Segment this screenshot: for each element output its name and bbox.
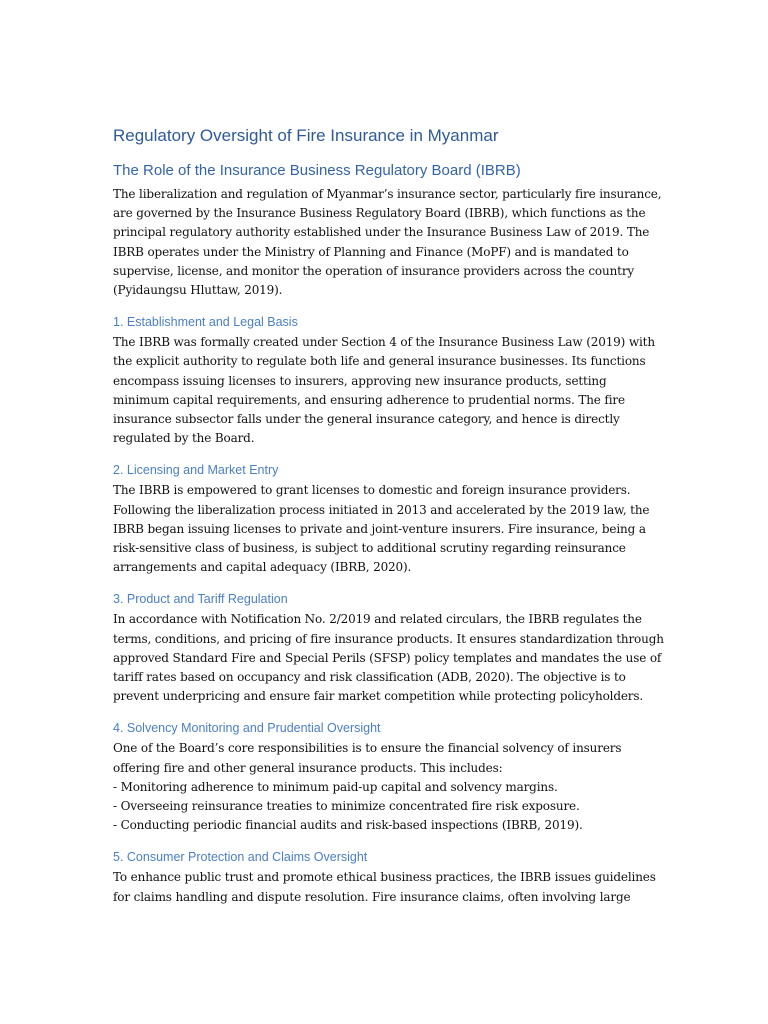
paragraph-line: offering fire and other general insurance products. This includes: xyxy=(113,760,503,775)
bullet-line: - Conducting periodic financial audits and risk-based inspections (IBRB, 2019). xyxy=(113,818,583,833)
paragraph-line: Following the liberalization process initiated in 2013 and accelerated by the 2019 law, the xyxy=(113,502,650,517)
paragraph-line: terms, conditions, and pricing of fire insurance products. It ensures standardization through xyxy=(113,631,664,646)
paragraph-line: minimum capital requirements, and ensuring adherence to prudential norms. The fire xyxy=(113,392,625,407)
paragraph-line: for claims handling and dispute resolution. Fire insurance claims, often involving large xyxy=(113,889,631,904)
paragraph-line: regulated by the Board. xyxy=(113,431,255,446)
subsection-heading-establishment: 1. Establishment and Legal Basis xyxy=(113,315,298,330)
paragraph-line: principal regulatory authority established under the Insurance Business Law of 2019. The xyxy=(113,225,650,240)
subsection-heading-consumer-protection: 5. Consumer Protection and Claims Oversight xyxy=(113,850,368,865)
paragraph-line: arrangements and capital adequacy (IBRB, 2020). xyxy=(113,560,412,575)
bullet-line: - Overseeing reinsurance treaties to minimize concentrated fire risk exposure. xyxy=(113,799,580,814)
subsection-paragraph-product-tariff xyxy=(113,610,664,706)
intro-paragraph xyxy=(113,185,662,300)
paragraph-line: risk-sensitive class of business, is subject to additional scrutiny regarding reinsurance xyxy=(113,541,626,556)
paragraph-line: approved Standard Fire and Special Perils (SFSP) policy templates and mandates the use of xyxy=(113,650,662,665)
subsection-paragraph-solvency xyxy=(113,739,658,835)
paragraph-line: supervise, license, and monitor the operation of insurance providers across the country xyxy=(113,263,635,278)
paragraph-line: prevent underpricing and ensure fair market competition while protecting policyholders. xyxy=(113,689,644,704)
paragraph-line: The IBRB was formally created under Section 4 of the Insurance Business Law (2019) with xyxy=(113,335,655,350)
subsection-heading-solvency: 4. Solvency Monitoring and Prudential Oversight xyxy=(113,721,381,736)
subsection-heading-licensing: 2. Licensing and Market Entry xyxy=(113,463,279,478)
paragraph-line: One of the Board’s core responsibilities is to ensure the financial solvency of insurers xyxy=(113,741,622,756)
paragraph-line: the explicit authority to regulate both life and general insurance businesses. Its functions xyxy=(113,354,646,369)
bullet-line: - Monitoring adherence to minimum paid-up capital and solvency margins. xyxy=(113,779,558,794)
paragraph-line: To enhance public trust and promote ethical business practices, the IBRB issues guidelines xyxy=(113,870,656,885)
section-title: The Role of the Insurance Business Regulatory Board (IBRB) xyxy=(113,162,521,179)
paragraph-line: (Pyidaungsu Hluttaw, 2019). xyxy=(113,283,283,298)
subsection-heading-product-tariff: 3. Product and Tariff Regulation xyxy=(113,592,288,607)
document-title: Regulatory Oversight of Fire Insurance in Myanmar xyxy=(113,126,499,145)
paragraph-line: insurance subsector falls under the general insurance category, and hence is directly xyxy=(113,412,620,427)
document-page xyxy=(113,124,664,907)
subsection-paragraph-licensing xyxy=(113,481,658,577)
paragraph-line: IBRB began issuing licenses to private and joint-venture insurers. Fire insurance, being a xyxy=(113,521,646,536)
paragraph-line: tariff rates based on occupancy and risk classification (ADB, 2020). The objective is to xyxy=(113,670,626,685)
paragraph-line: encompass issuing licenses to insurers, approving new insurance products, setting xyxy=(113,373,607,388)
subsection-paragraph-establishment xyxy=(113,333,658,448)
subsection-paragraph-consumer-protection xyxy=(113,868,658,906)
paragraph-line: The IBRB is empowered to grant licenses to domestic and foreign insurance providers. xyxy=(113,483,631,498)
paragraph-line: In accordance with Notification No. 2/2019 and related circulars, the IBRB regulates the xyxy=(113,612,642,627)
paragraph-line: are governed by the Insurance Business Regulatory Board (IBRB), which functions as the xyxy=(113,206,646,221)
paragraph-line: The liberalization and regulation of Myanmar’s insurance sector, particularly fire insurance, xyxy=(113,187,662,201)
paragraph-line: IBRB operates under the Ministry of Planning and Finance (MoPF) and is mandated to xyxy=(113,244,629,259)
